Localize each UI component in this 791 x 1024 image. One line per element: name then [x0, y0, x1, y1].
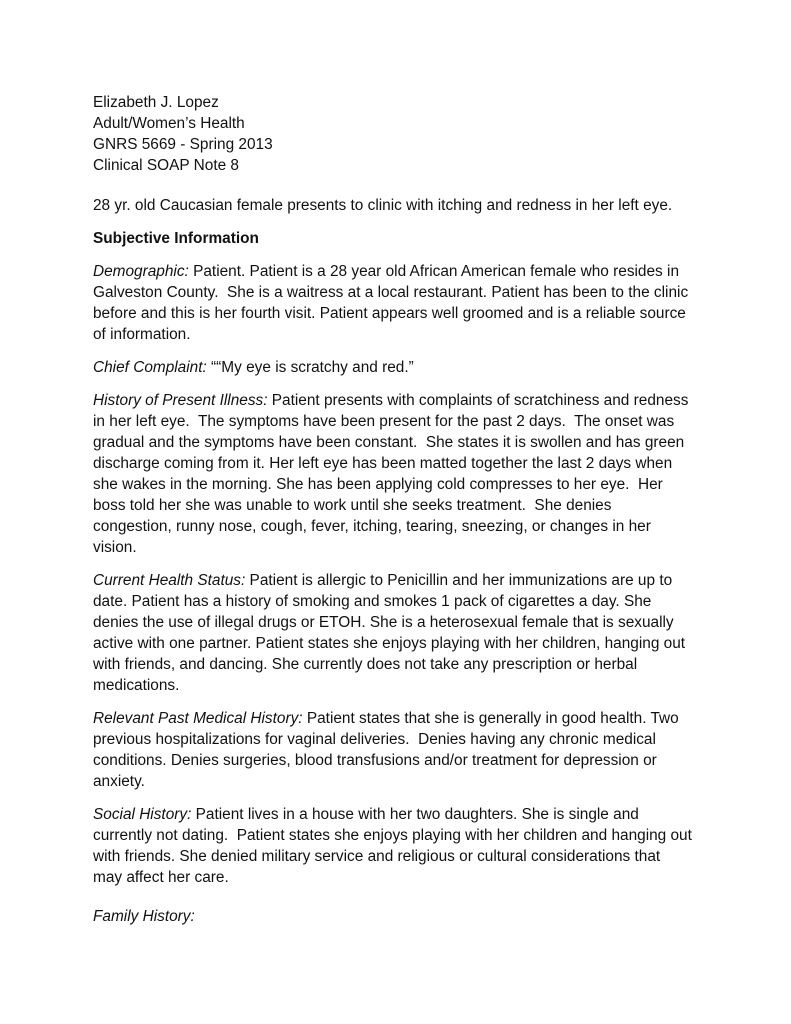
subjective-heading: Subjective Information: [93, 230, 259, 247]
intro-summary: 28 yr. old Caucasian female presents to clinic with itching and redness in her left eye.: [93, 197, 673, 214]
document-header: [93, 92, 733, 176]
line-text: of information.: [93, 326, 191, 343]
course-track: Adult/Women’s Health: [93, 115, 245, 132]
line-text: with friends, and dancing. She currently does not take any prescription or herbal: [93, 656, 638, 673]
section-paragraph: [93, 570, 733, 696]
line-text: Patient is allergic to Penicillin and her immunizations are up to: [245, 572, 673, 589]
paragraph-line: [93, 591, 733, 612]
paragraph-line: [93, 453, 733, 474]
paragraph-line: [93, 867, 733, 888]
line-text: she wakes in the morning. She has been applying cold compresses to her eye. Her: [93, 476, 663, 493]
paragraph-line: [93, 495, 733, 516]
paragraph-line: [93, 411, 733, 432]
line-text: denies the use of illegal drugs or ETOH. She is a heterosexual female that is sexually: [93, 614, 674, 631]
paragraph-line: [93, 516, 733, 537]
line-text: before and this is her fourth visit. Patient appears well groomed and is a reliable source: [93, 305, 686, 322]
line-text: Galveston County. She is a waitress at a local restaurant. Patient has been to the clinic: [93, 284, 689, 301]
family-history-label: Family History:: [93, 908, 195, 925]
line-text: may affect her care.: [93, 869, 229, 886]
line-text: currently not dating. Patient states she enjoys playing with her children and hanging out: [93, 827, 692, 844]
line-text: discharge coming from it. Her left eye has been matted together the last 2 days when: [93, 455, 673, 472]
line-text: with friends. She denied military service and religious or cultural considerations that: [93, 848, 661, 865]
section-paragraph: [93, 357, 733, 378]
paragraph-line: [93, 324, 733, 345]
line-text: congestion, runny nose, cough, fever, itching, tearing, sneezing, or changes in her: [93, 518, 651, 535]
section-label: Demographic:: [93, 263, 189, 280]
line-text: anxiety.: [93, 773, 145, 790]
paragraph-line: [93, 432, 733, 453]
paragraph-line: [93, 570, 733, 591]
course-term: GNRS 5669 - Spring 2013: [93, 136, 273, 153]
section-label: Current Health Status:: [93, 572, 246, 589]
author-name: Elizabeth J. Lopez: [93, 94, 219, 111]
document-page: [93, 92, 733, 927]
section-paragraph: [93, 708, 733, 792]
line-text: Patient. Patient is a 28 year old African American female who resides in: [188, 263, 680, 280]
subjective-sections: [93, 261, 733, 888]
paragraph-line: [93, 261, 733, 282]
line-text: vision.: [93, 539, 137, 556]
line-text: ““My eye is scratchy and red.”: [206, 359, 414, 376]
paragraph-line: [93, 612, 733, 633]
section-label: History of Present Illness:: [93, 392, 268, 409]
line-text: Patient presents with complaints of scratchiness and redness: [267, 392, 689, 409]
line-text: previous hospitalizations for vaginal deliveries. Denies having any chronic medical: [93, 731, 656, 748]
line-text: boss told her she was unable to work until she seeks treatment. She denies: [93, 497, 612, 514]
paragraph-line: [93, 282, 733, 303]
paragraph-line: [93, 771, 733, 792]
note-title: Clinical SOAP Note 8: [93, 157, 239, 174]
paragraph-line: [93, 846, 733, 867]
line-text: active with one partner. Patient states she enjoys playing with her children, hanging out: [93, 635, 686, 652]
section-label: Relevant Past Medical History:: [93, 710, 303, 727]
line-text: date. Patient has a history of smoking and smokes 1 pack of cigarettes a day. She: [93, 593, 652, 610]
section-paragraph: [93, 390, 733, 558]
line-text: conditions. Denies surgeries, blood transfusions and/or treatment for depression or: [93, 752, 657, 769]
line-text: Patient lives in a house with her two daughters. She is single and: [191, 806, 639, 823]
paragraph-line: [93, 729, 733, 750]
section-label: Social History:: [93, 806, 192, 823]
paragraph-line: [93, 750, 733, 771]
section-paragraph: [93, 804, 733, 888]
paragraph-line: [93, 654, 733, 675]
paragraph-line: [93, 474, 733, 495]
paragraph-line: [93, 633, 733, 654]
paragraph-line: [93, 708, 733, 729]
paragraph-line: [93, 357, 733, 378]
line-text: medications.: [93, 677, 180, 694]
section-label: Chief Complaint:: [93, 359, 207, 376]
paragraph-line: [93, 390, 733, 411]
line-text: gradual and the symptoms have been constant. She states it is swollen and has green: [93, 434, 685, 451]
paragraph-line: [93, 675, 733, 696]
paragraph-line: [93, 537, 733, 558]
paragraph-line: [93, 303, 733, 324]
paragraph-line: [93, 804, 733, 825]
section-paragraph: [93, 261, 733, 345]
line-text: Patient states that she is generally in good health. Two: [302, 710, 679, 727]
line-text: in her left eye. The symptoms have been present for the past 2 days. The onset was: [93, 413, 675, 430]
paragraph-line: [93, 825, 733, 846]
